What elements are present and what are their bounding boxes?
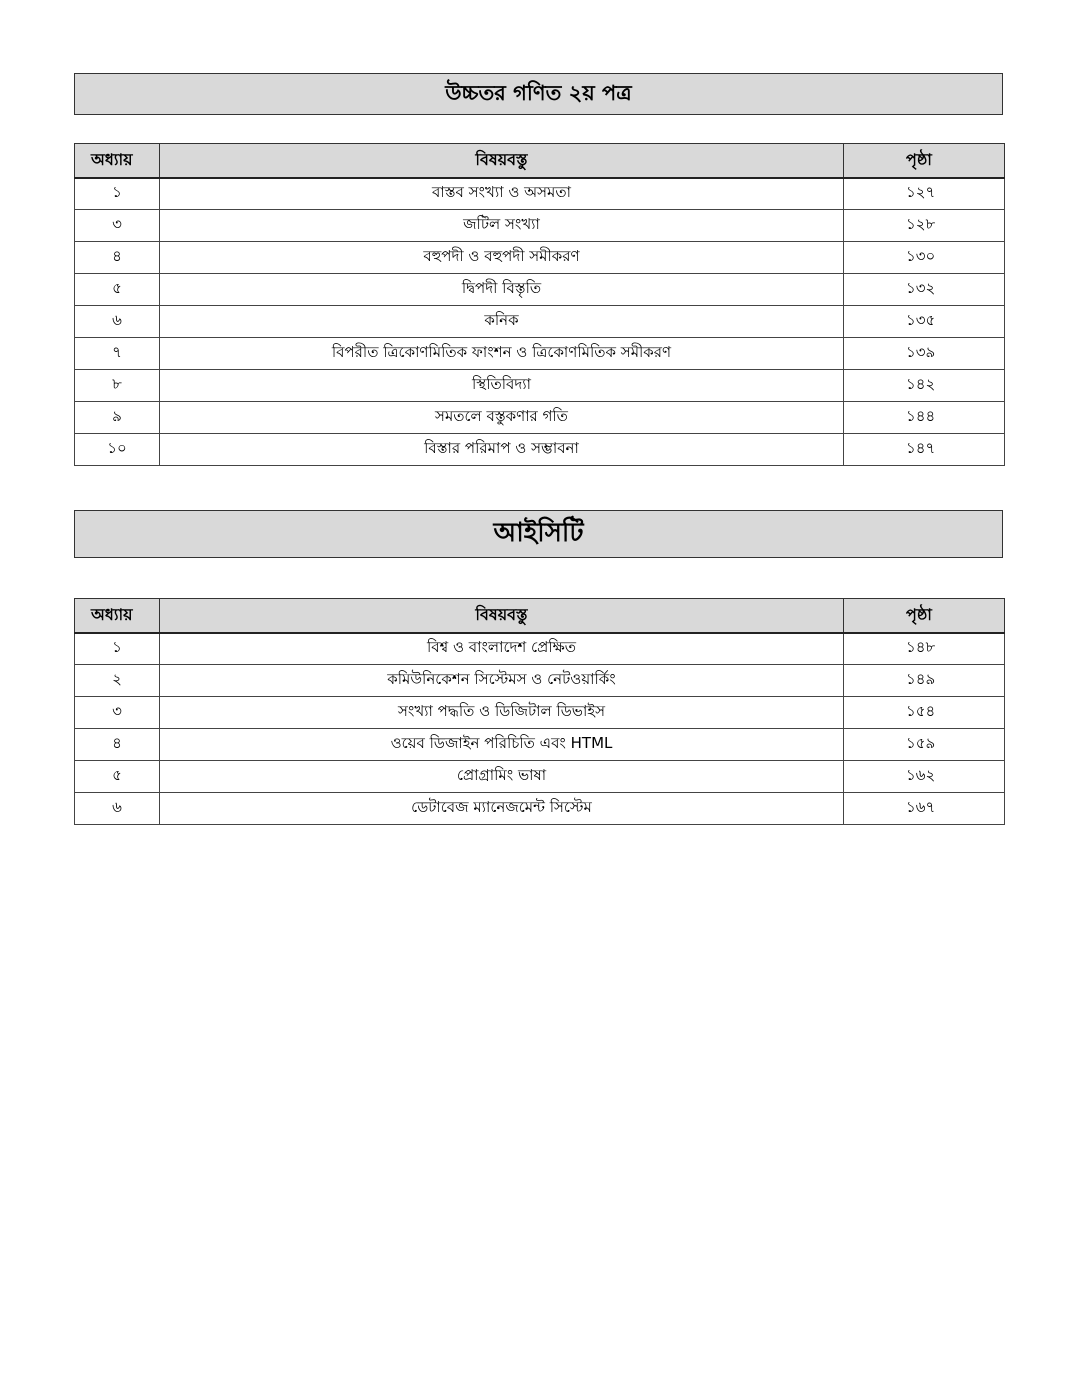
table-row xyxy=(75,793,1005,825)
chapter-topic: কনিক xyxy=(160,306,844,338)
chapter-number: ৩ xyxy=(75,210,160,242)
chapter-number: ৭ xyxy=(75,338,160,370)
table-row xyxy=(75,402,1005,434)
chapter-topic: ওয়েব ডিজাইন পরিচিতি এবং HTML xyxy=(160,729,844,761)
chapter-topic: বহুপদী ও বহুপদী সমীকরণ xyxy=(160,242,844,274)
chapter-column-header: অধ্যায় xyxy=(75,599,160,633)
chapter-topic: বাস্তব সংখ্যা ও অসমতা xyxy=(160,178,844,210)
ict-contents-table xyxy=(74,598,1005,825)
page-number: ১২৭ xyxy=(844,178,1005,210)
chapter-topic: বিপরীত ত্রিকোণমিতিক ফাংশন ও ত্রিকোণমিতিক সমীকরণ xyxy=(160,338,844,370)
page-number: ১২৮ xyxy=(844,210,1005,242)
page-number: ১৫৪ xyxy=(844,697,1005,729)
page-number: ১৩২ xyxy=(844,274,1005,306)
chapter-number: ৪ xyxy=(75,729,160,761)
table-row xyxy=(75,761,1005,793)
chapter-topic: বিশ্ব ও বাংলাদেশ প্রেক্ষিত xyxy=(160,633,844,665)
chapter-number: ৩ xyxy=(75,697,160,729)
table-row xyxy=(75,697,1005,729)
table-row xyxy=(75,274,1005,306)
math-contents-table xyxy=(74,143,1005,466)
chapter-number: ১০ xyxy=(75,434,160,466)
chapter-number: ১ xyxy=(75,178,160,210)
math-section-title: উচ্চতর গণিত ২য় পত্র xyxy=(74,73,1003,115)
chapter-topic: দ্বিপদী বিস্তৃতি xyxy=(160,274,844,306)
page-number: ১৬৭ xyxy=(844,793,1005,825)
page-number: ১৫৯ xyxy=(844,729,1005,761)
table-row xyxy=(75,178,1005,210)
page-number: ১৩৯ xyxy=(844,338,1005,370)
table-row xyxy=(75,633,1005,665)
table-row xyxy=(75,210,1005,242)
page-number: ১৪৭ xyxy=(844,434,1005,466)
page-number: ১৪৮ xyxy=(844,633,1005,665)
page-column-header: পৃষ্ঠা xyxy=(844,599,1005,633)
chapter-topic: বিস্তার পরিমাপ ও সম্ভাবনা xyxy=(160,434,844,466)
chapter-number: ৮ xyxy=(75,370,160,402)
table-header-row xyxy=(75,599,1005,633)
table-row xyxy=(75,242,1005,274)
chapter-topic: স্থিতিবিদ্যা xyxy=(160,370,844,402)
chapter-topic: সংখ্যা পদ্ধতি ও ডিজিটাল ডিভাইস xyxy=(160,697,844,729)
content-column-header: বিষয়বস্তু xyxy=(160,144,844,178)
chapter-number: ৪ xyxy=(75,242,160,274)
page-number: ১৪৯ xyxy=(844,665,1005,697)
chapter-topic: জটিল সংখ্যা xyxy=(160,210,844,242)
chapter-topic: কমিউনিকেশন সিস্টেমস ও নেটওয়ার্কিং xyxy=(160,665,844,697)
page-column-header: পৃষ্ঠা xyxy=(844,144,1005,178)
chapter-topic: ডেটাবেজ ম্যানেজমেন্ট সিস্টেম xyxy=(160,793,844,825)
page-number: ১৬২ xyxy=(844,761,1005,793)
chapter-topic: সমতলে বস্তুকণার গতি xyxy=(160,402,844,434)
chapter-number: ২ xyxy=(75,665,160,697)
chapter-number: ৯ xyxy=(75,402,160,434)
table-row xyxy=(75,306,1005,338)
table-row xyxy=(75,729,1005,761)
table-header-row xyxy=(75,144,1005,178)
chapter-number: ১ xyxy=(75,633,160,665)
table-row xyxy=(75,370,1005,402)
page-number: ১৪৪ xyxy=(844,402,1005,434)
chapter-number: ৫ xyxy=(75,274,160,306)
chapter-number: ৬ xyxy=(75,793,160,825)
table-row xyxy=(75,434,1005,466)
chapter-number: ৫ xyxy=(75,761,160,793)
chapter-topic: প্রোগ্রামিং ভাষা xyxy=(160,761,844,793)
page-number: ১৩০ xyxy=(844,242,1005,274)
ict-section-title: আইসিটি xyxy=(74,510,1003,558)
table-row xyxy=(75,665,1005,697)
chapter-number: ৬ xyxy=(75,306,160,338)
chapter-column-header: অধ্যায় xyxy=(75,144,160,178)
page-number: ১৪২ xyxy=(844,370,1005,402)
table-row xyxy=(75,338,1005,370)
content-column-header: বিষয়বস্তু xyxy=(160,599,844,633)
page-number: ১৩৫ xyxy=(844,306,1005,338)
